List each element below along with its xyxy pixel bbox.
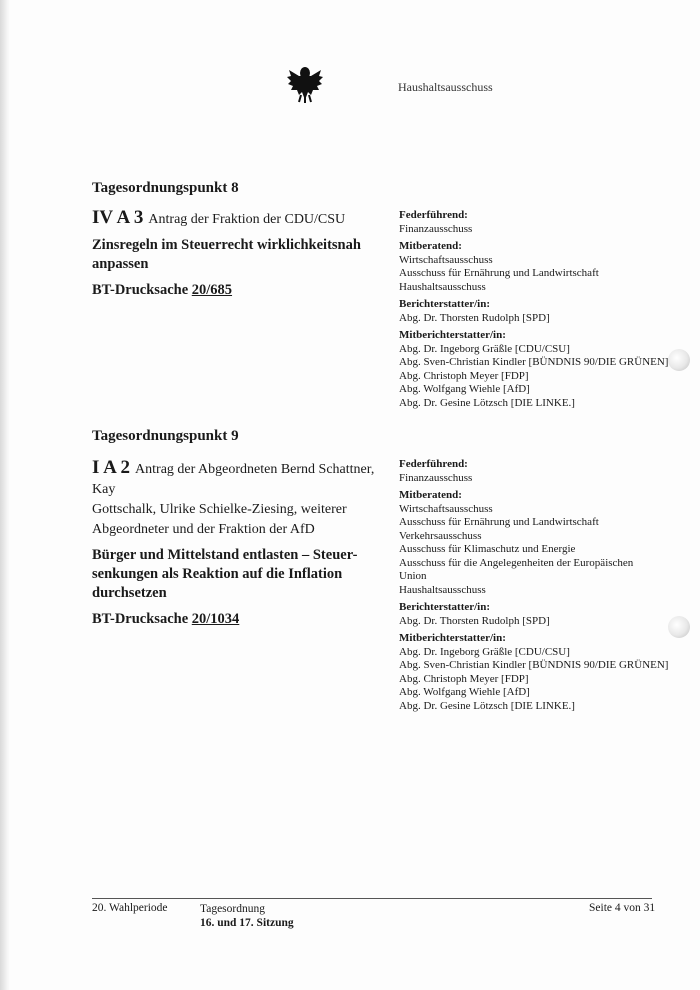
motion-intro-text: Antrag der Abgeordneten Bernd Schattner, Kay (92, 462, 375, 497)
role-entry: Abg. Dr. Thorsten Rudolph [SPD] (399, 311, 550, 324)
bt-number: 20/685 (191, 282, 233, 298)
motion-intro-text: Gottschalk, Ulrike Schielke-Ziesing, weiterer (92, 502, 347, 517)
role-entry: Ausschuss für Ernährung und Landwirtschaft (399, 516, 599, 528)
role-entry: Abg. Sven-Christian Kindler [BÜNDNIS 90/DIE GRÜNEN] (399, 659, 669, 671)
footer-agenda (200, 902, 294, 930)
role-rapporteur (399, 601, 669, 628)
role-lead (399, 458, 669, 485)
motion-title (92, 236, 382, 274)
role-lead (399, 209, 669, 236)
role-entry: Abg. Christoph Meyer [FDP] (399, 369, 529, 382)
role-entry: Abg. Dr. Thorsten Rudolph [SPD] (399, 614, 550, 627)
role-label: Federführend: (399, 209, 468, 221)
motion-code: I A 2 (92, 457, 131, 478)
motion-intro (92, 458, 382, 540)
motion-intro-text: Abgeordneter und der Fraktion der AfD (92, 522, 315, 537)
footer-legislative-period: 20. Wahlperiode (92, 902, 168, 914)
role-entry: Ausschuss für Ernährung und Landwirtschaft (399, 267, 599, 279)
motion-title-line: durchsetzen (92, 585, 167, 601)
role-label: Mitberatend: (399, 240, 462, 252)
punch-hole (668, 616, 690, 638)
footer-agenda-label: Tagesordnung (200, 903, 265, 915)
role-entry: Union (399, 570, 427, 582)
agenda-item-motion (92, 458, 382, 628)
role-entry: Abg. Dr. Gesine Lötzsch [DIE LINKE.] (399, 396, 575, 409)
role-entry: Finanzausschuss (399, 222, 473, 235)
motion-code: IV A 3 (92, 207, 144, 228)
role-entry: Ausschuss für Klimaschutz und Energie (399, 543, 576, 555)
role-label: Berichterstatter/in: (399, 601, 491, 613)
role-entry: Abg. Wolfgang Wiehle [AfD] (399, 686, 530, 698)
motion-title (92, 546, 382, 603)
role-label: Federführend: (399, 458, 468, 470)
role-label: Mitberichterstatter/in: (399, 329, 506, 341)
role-entry: Ausschuss für die Angelegenheiten der Europäischen (399, 556, 634, 569)
agenda-item-motion (92, 208, 382, 299)
role-entry: Abg. Dr. Ingeborg Gräßle [CDU/CSU] (399, 645, 570, 658)
committee-roles (399, 209, 669, 414)
role-entry: Abg. Dr. Gesine Lötzsch [DIE LINKE.] (399, 699, 575, 712)
bt-prefix: BT-Drucksache (92, 611, 189, 627)
role-entry: Haushaltsausschuss (399, 583, 486, 596)
footer-sessions: 16. und 17. Sitzung (200, 917, 294, 929)
agenda-item-heading: Tagesordnungspunkt 8 (92, 180, 239, 196)
motion-title-line: Bürger und Mittelstand entlasten – Steuer- (92, 547, 358, 563)
role-entry: Abg. Christoph Meyer [FDP] (399, 672, 529, 685)
footer-page-number: Seite 4 von 31 (589, 902, 656, 914)
motion-title-line: anpassen (92, 256, 149, 272)
bt-number: 20/1034 (191, 611, 240, 627)
bt-prefix: BT-Drucksache (92, 282, 189, 298)
role-advisory (399, 489, 669, 597)
motion-intro (92, 208, 382, 230)
punch-hole (668, 349, 690, 371)
role-entry: Abg. Dr. Ingeborg Gräßle [CDU/CSU] (399, 342, 570, 355)
role-label: Mitberatend: (399, 489, 462, 501)
role-entry: Abg. Sven-Christian Kindler [BÜNDNIS 90/DIE GRÜNEN] (399, 356, 669, 368)
motion-title-line: senkungen als Reaktion auf die Inflation (92, 566, 343, 582)
role-entry: Haushaltsausschuss (399, 280, 486, 293)
bt-drucksache (92, 611, 382, 628)
footer-rule (92, 898, 652, 899)
role-co-rapporteurs (399, 632, 669, 713)
bundesadler-icon (285, 64, 325, 104)
role-entry: Finanzausschuss (399, 471, 473, 484)
motion-title-line: Zinsregeln im Steuerrecht wirklichkeitsnah (92, 237, 361, 253)
scan-edge-shadow (0, 0, 10, 990)
role-label: Mitberichterstatter/in: (399, 632, 506, 644)
role-entry: Abg. Wolfgang Wiehle [AfD] (399, 383, 530, 395)
role-co-rapporteurs (399, 329, 669, 410)
header-committee-name: Haushaltsausschuss (398, 80, 493, 94)
motion-intro-text: Antrag der Fraktion der CDU/CSU (148, 212, 346, 227)
role-entry: Wirtschaftsausschuss (399, 253, 493, 266)
role-label: Berichterstatter/in: (399, 298, 491, 310)
role-rapporteur (399, 298, 669, 325)
agenda-item-heading: Tagesordnungspunkt 9 (92, 428, 239, 444)
role-advisory (399, 240, 669, 294)
role-entry: Wirtschaftsausschuss (399, 502, 493, 515)
bt-drucksache (92, 282, 382, 299)
role-entry: Verkehrsausschuss (399, 529, 482, 542)
committee-roles (399, 458, 669, 717)
